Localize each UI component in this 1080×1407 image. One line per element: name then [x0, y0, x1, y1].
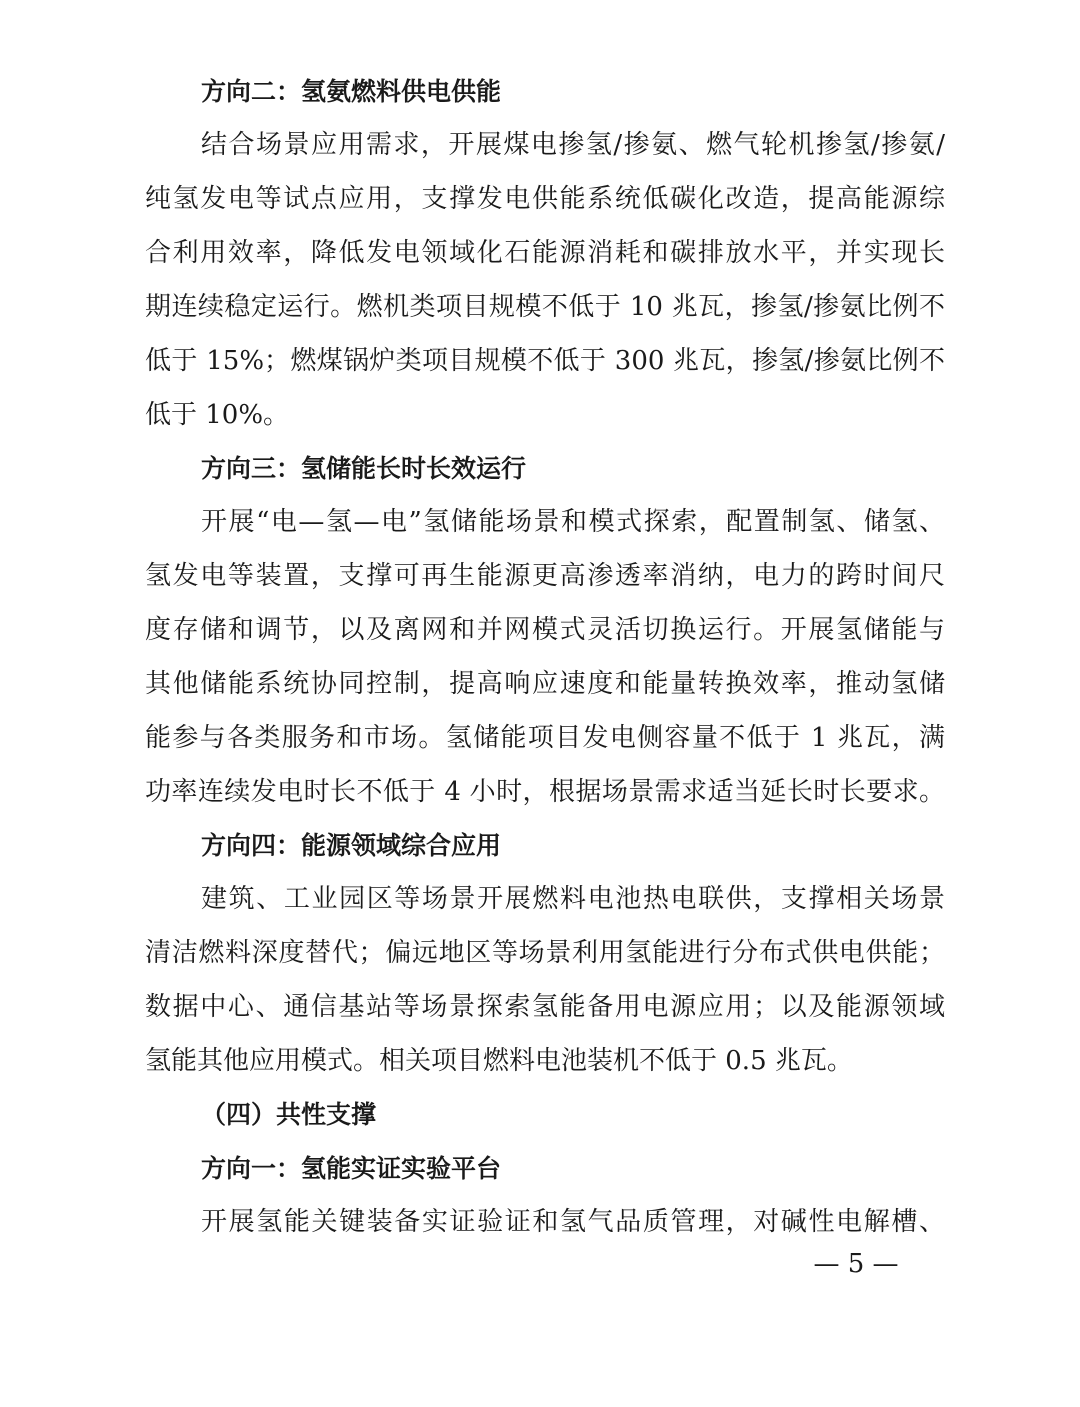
section-heading-direction-3: 方向三：氢储能长时长效运行 — [201, 454, 527, 483]
paragraph-line: 结合场景应用需求，开展煤电掺氢/掺氨、燃气轮机掺氢/掺氨/ — [201, 130, 945, 160]
paragraph-line: 开展“电—氢—电”氢储能场景和模式探索，配置制氢、储氢、 — [201, 507, 945, 537]
section-heading-direction-1: 方向一：氢能实证实验平台 — [201, 1154, 502, 1183]
section-heading-common-support: （四）共性支撑 — [201, 1100, 377, 1129]
paragraph-line: 低于 15%；燃煤锅炉类项目规模不低于 300 兆瓦，掺氢/掺氨比例不 — [145, 346, 945, 376]
paragraph-line: 能参与各类服务和市场。氢储能项目发电侧容量不低于 1 兆瓦，满 — [145, 723, 945, 753]
page-number: — 5 — — [813, 1249, 899, 1279]
paragraph-line: 清洁燃料深度替代；偏远地区等场景利用氢能进行分布式供电供能； — [145, 938, 945, 968]
paragraph-line: 纯氢发电等试点应用，支撑发电供能系统低碳化改造，提高能源综 — [145, 184, 945, 214]
paragraph-line: 氢能其他应用模式。相关项目燃料电池装机不低于 0.5 兆瓦。 — [145, 1046, 853, 1076]
paragraph-line: 数据中心、通信基站等场景探索氢能备用电源应用；以及能源领域 — [145, 992, 945, 1022]
paragraph-line: 建筑、工业园区等场景开展燃料电池热电联供，支撑相关场景 — [201, 884, 945, 914]
paragraph-line: 合利用效率，降低发电领域化石能源消耗和碳排放水平，并实现长 — [145, 238, 945, 268]
paragraph-line: 低于 10%。 — [145, 400, 290, 430]
paragraph-line: 开展氢能关键装备实证验证和氢气品质管理，对碱性电解槽、 — [201, 1207, 945, 1237]
section-heading-direction-2: 方向二：氢氨燃料供电供能 — [201, 77, 502, 106]
paragraph-line: 氢发电等装置，支撑可再生能源更高渗透率消纳，电力的跨时间尺 — [145, 561, 945, 591]
paragraph-line: 功率连续发电时长不低于 4 小时，根据场景需求适当延长时长要求。 — [145, 777, 945, 807]
section-heading-direction-4: 方向四：能源领域综合应用 — [201, 831, 502, 860]
paragraph-line: 度存储和调节，以及离网和并网模式灵活切换运行。开展氢储能与 — [145, 615, 945, 645]
paragraph-line: 期连续稳定运行。燃机类项目规模不低于 10 兆瓦，掺氢/掺氨比例不 — [145, 292, 945, 322]
paragraph-line: 其他储能系统协同控制，提高响应速度和能量转换效率，推动氢储 — [145, 669, 945, 699]
